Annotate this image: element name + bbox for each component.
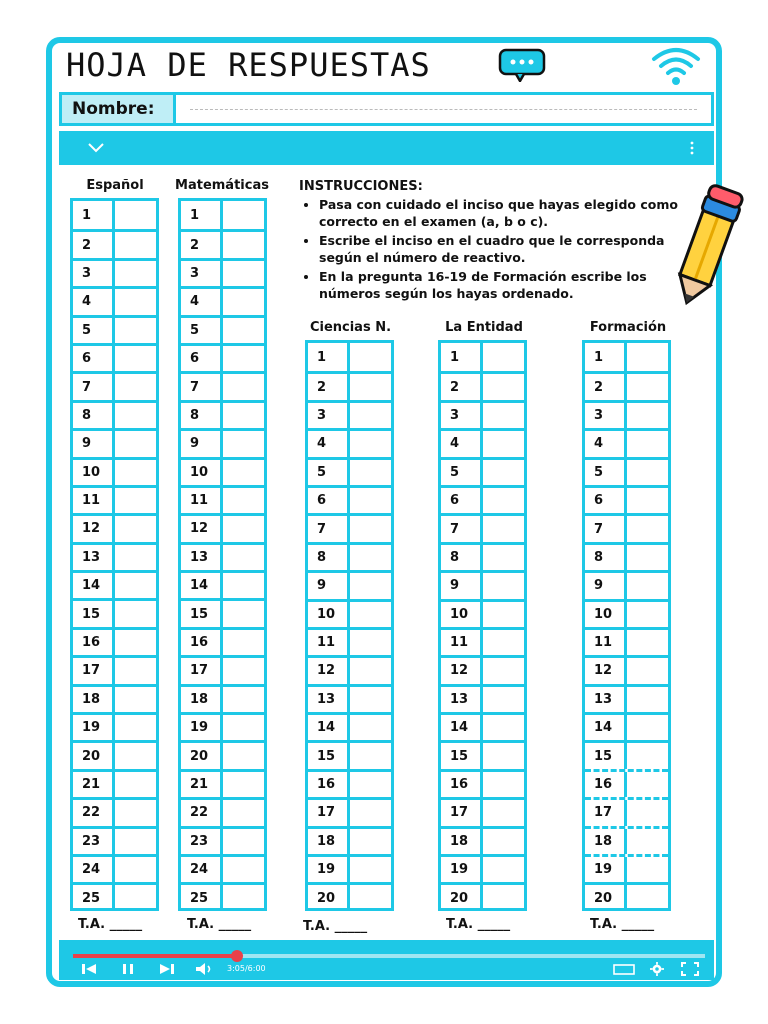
- answer-row[interactable]: [73, 542, 156, 570]
- question-number: 2: [441, 374, 483, 399]
- answer-row[interactable]: [73, 769, 156, 797]
- answer-row[interactable]: [181, 513, 264, 541]
- answer-row[interactable]: [441, 513, 524, 541]
- question-number: 18: [441, 829, 483, 854]
- answer-row[interactable]: [585, 769, 668, 797]
- answer-row[interactable]: [73, 315, 156, 343]
- question-number: 22: [73, 800, 115, 825]
- answer-row[interactable]: [73, 655, 156, 683]
- question-number: 18: [181, 687, 223, 712]
- question-number: 6: [441, 488, 483, 513]
- answer-row[interactable]: [73, 570, 156, 598]
- question-number: 2: [73, 232, 115, 257]
- question-number: 24: [181, 857, 223, 882]
- question-number: 25: [73, 885, 115, 910]
- question-number: 10: [73, 460, 115, 485]
- question-number: 12: [73, 516, 115, 541]
- answer-row[interactable]: [181, 229, 264, 257]
- answer-row[interactable]: [441, 684, 524, 712]
- question-number: 9: [585, 573, 627, 598]
- chevron-down-icon[interactable]: [87, 138, 105, 156]
- answer-row[interactable]: [308, 570, 391, 598]
- answer-row[interactable]: [441, 485, 524, 513]
- answer-grid-espanol: [70, 198, 159, 911]
- question-number: 1: [73, 201, 115, 229]
- ta-entidad: T.A. _____: [446, 917, 511, 932]
- answer-row[interactable]: [181, 258, 264, 286]
- question-number: 10: [441, 602, 483, 627]
- answer-grid-entidad: [438, 340, 527, 911]
- question-number: 3: [181, 261, 223, 286]
- answer-row[interactable]: [181, 882, 264, 910]
- question-number: 2: [585, 374, 627, 399]
- question-number: 6: [73, 346, 115, 371]
- answer-row[interactable]: [181, 400, 264, 428]
- question-number: 11: [73, 488, 115, 513]
- question-number: 4: [181, 289, 223, 314]
- name-input-line[interactable]: [190, 109, 697, 110]
- answer-row[interactable]: [308, 343, 391, 371]
- answer-row[interactable]: [585, 343, 668, 371]
- answer-row[interactable]: [585, 513, 668, 541]
- answer-row[interactable]: [585, 457, 668, 485]
- answer-row[interactable]: [585, 740, 668, 768]
- answer-row[interactable]: [73, 201, 156, 229]
- answer-row[interactable]: [308, 428, 391, 456]
- question-number: 20: [441, 885, 483, 910]
- answer-row[interactable]: [73, 258, 156, 286]
- question-number: 11: [308, 630, 350, 655]
- ta-ciencias: T.A. _____: [303, 919, 368, 934]
- answer-row[interactable]: [585, 797, 668, 825]
- answer-row[interactable]: [73, 400, 156, 428]
- answer-row[interactable]: [308, 599, 391, 627]
- question-number: 8: [441, 545, 483, 570]
- answer-row[interactable]: [308, 769, 391, 797]
- question-number: 19: [181, 715, 223, 740]
- answer-row[interactable]: [308, 400, 391, 428]
- ta-matematicas: T.A. _____: [187, 917, 252, 932]
- question-number: 14: [308, 715, 350, 740]
- answer-row[interactable]: [585, 570, 668, 598]
- answer-row[interactable]: [585, 655, 668, 683]
- question-number: 19: [585, 857, 627, 882]
- answer-row[interactable]: [585, 882, 668, 910]
- media-player-bar: [59, 940, 714, 980]
- previous-icon[interactable]: [81, 962, 97, 976]
- answer-row[interactable]: [73, 826, 156, 854]
- answer-row[interactable]: [585, 599, 668, 627]
- ta-formacion: T.A. _____: [590, 917, 655, 932]
- instructions: [299, 178, 689, 304]
- answer-row[interactable]: [73, 712, 156, 740]
- answer-row[interactable]: [585, 542, 668, 570]
- answer-row[interactable]: [181, 598, 264, 626]
- question-number: 8: [181, 403, 223, 428]
- question-number: 1: [441, 343, 483, 371]
- question-number: 19: [308, 857, 350, 882]
- answer-row[interactable]: [181, 712, 264, 740]
- answer-row[interactable]: [585, 854, 668, 882]
- theater-icon[interactable]: [613, 962, 635, 976]
- answer-row[interactable]: [181, 286, 264, 314]
- question-number: 4: [441, 431, 483, 456]
- question-number: 13: [73, 545, 115, 570]
- question-number: 17: [73, 658, 115, 683]
- question-number: 5: [308, 460, 350, 485]
- question-number: 8: [73, 403, 115, 428]
- pencil-icon: [662, 184, 752, 309]
- question-number: 1: [308, 343, 350, 371]
- answer-row[interactable]: [441, 343, 524, 371]
- column-title-espanol: Español: [86, 178, 144, 193]
- question-number: 5: [181, 318, 223, 343]
- answer-row[interactable]: [441, 542, 524, 570]
- answer-row[interactable]: [73, 343, 156, 371]
- question-number: 10: [181, 460, 223, 485]
- question-number: 11: [585, 630, 627, 655]
- question-number: 7: [73, 374, 115, 399]
- answer-row[interactable]: [441, 797, 524, 825]
- answer-row[interactable]: [308, 655, 391, 683]
- answer-row[interactable]: [308, 513, 391, 541]
- question-number: 13: [441, 687, 483, 712]
- answer-row[interactable]: [308, 854, 391, 882]
- question-number: 18: [308, 829, 350, 854]
- question-number: 5: [441, 460, 483, 485]
- question-number: 6: [181, 346, 223, 371]
- answer-row[interactable]: [441, 712, 524, 740]
- answer-row[interactable]: [585, 428, 668, 456]
- answer-row[interactable]: [441, 769, 524, 797]
- answer-row[interactable]: [441, 655, 524, 683]
- question-number: 4: [585, 431, 627, 456]
- question-number: 7: [308, 516, 350, 541]
- answer-row[interactable]: [73, 740, 156, 768]
- volume-icon[interactable]: [195, 962, 215, 976]
- answer-row[interactable]: [585, 826, 668, 854]
- question-number: 6: [585, 488, 627, 513]
- answer-row[interactable]: [585, 400, 668, 428]
- answer-row[interactable]: [181, 826, 264, 854]
- question-number: 13: [585, 687, 627, 712]
- question-number: 15: [73, 601, 115, 626]
- name-field[interactable]: [59, 92, 714, 126]
- answer-row[interactable]: [181, 315, 264, 343]
- answer-row[interactable]: [181, 201, 264, 229]
- question-number: 1: [181, 201, 223, 229]
- question-number: 18: [585, 829, 627, 854]
- column-title-entidad: La Entidad: [445, 320, 523, 335]
- answer-row[interactable]: [73, 797, 156, 825]
- answer-row[interactable]: [585, 627, 668, 655]
- answer-row[interactable]: [181, 797, 264, 825]
- name-label: Nombre:: [62, 95, 176, 123]
- answer-row[interactable]: [181, 627, 264, 655]
- answer-row[interactable]: [441, 400, 524, 428]
- question-number: 11: [441, 630, 483, 655]
- answer-row[interactable]: [308, 740, 391, 768]
- question-number: 21: [181, 772, 223, 797]
- answer-row[interactable]: [308, 485, 391, 513]
- progress-played: [73, 954, 237, 958]
- answer-row[interactable]: [308, 826, 391, 854]
- question-number: 12: [585, 658, 627, 683]
- answer-row[interactable]: [441, 599, 524, 627]
- instruction-item: • En la pregunta 16-19 de Formación escribe los números según los hayas ordenado.: [319, 268, 689, 302]
- question-number: 21: [73, 772, 115, 797]
- question-number: 14: [585, 715, 627, 740]
- question-number: 14: [181, 573, 223, 598]
- time-readout: 3:05/6:00: [227, 964, 266, 973]
- answer-row[interactable]: [181, 854, 264, 882]
- fullscreen-icon[interactable]: [681, 962, 699, 976]
- answer-row[interactable]: [73, 457, 156, 485]
- progress-track[interactable]: [73, 954, 705, 958]
- question-number: 15: [308, 743, 350, 768]
- answer-row[interactable]: [308, 542, 391, 570]
- question-number: 8: [308, 545, 350, 570]
- instruction-item: • Pasa con cuidado el inciso que hayas elegido como correcto en el examen (a, b o c).: [319, 196, 689, 230]
- question-number: 9: [181, 431, 223, 456]
- answer-row[interactable]: [73, 513, 156, 541]
- question-number: 15: [181, 601, 223, 626]
- answer-row[interactable]: [441, 854, 524, 882]
- question-number: 22: [181, 800, 223, 825]
- question-number: 15: [585, 743, 627, 768]
- top-toolbar: [59, 131, 714, 165]
- question-number: 18: [73, 687, 115, 712]
- question-number: 11: [181, 488, 223, 513]
- answer-grid-matematicas: [178, 198, 267, 911]
- answer-row[interactable]: [181, 428, 264, 456]
- question-number: 3: [585, 403, 627, 428]
- answer-row[interactable]: [308, 797, 391, 825]
- ta-espanol: T.A. _____: [78, 917, 143, 932]
- answer-row[interactable]: [585, 712, 668, 740]
- question-number: 16: [73, 630, 115, 655]
- question-number: 19: [441, 857, 483, 882]
- answer-row[interactable]: [308, 457, 391, 485]
- question-number: 7: [585, 516, 627, 541]
- question-number: 12: [181, 516, 223, 541]
- question-number: 8: [585, 545, 627, 570]
- question-number: 2: [308, 374, 350, 399]
- question-number: 9: [308, 573, 350, 598]
- answer-row[interactable]: [441, 570, 524, 598]
- question-number: 13: [308, 687, 350, 712]
- answer-row[interactable]: [441, 457, 524, 485]
- instructions-heading: INSTRUCCIONES:: [299, 179, 423, 194]
- question-number: 23: [73, 829, 115, 854]
- question-number: 5: [585, 460, 627, 485]
- progress-knob[interactable]: [231, 950, 243, 962]
- answer-row[interactable]: [73, 428, 156, 456]
- question-number: 3: [441, 403, 483, 428]
- answer-row[interactable]: [308, 627, 391, 655]
- page-title: HOJA DE RESPUESTAS: [66, 46, 431, 84]
- question-number: 10: [585, 602, 627, 627]
- answer-row[interactable]: [585, 684, 668, 712]
- question-number: 1: [585, 343, 627, 371]
- question-number: 20: [181, 743, 223, 768]
- answer-row[interactable]: [73, 229, 156, 257]
- answer-grid-formacion: [582, 340, 671, 911]
- answer-row[interactable]: [441, 740, 524, 768]
- question-number: 16: [441, 772, 483, 797]
- question-number: 19: [73, 715, 115, 740]
- column-title-matematicas: Matemáticas: [175, 178, 269, 193]
- menu-dots-icon[interactable]: [690, 141, 694, 155]
- answer-row[interactable]: [73, 684, 156, 712]
- answer-row[interactable]: [441, 428, 524, 456]
- answer-row[interactable]: [308, 712, 391, 740]
- wifi-icon: [650, 45, 702, 87]
- answer-row[interactable]: [181, 570, 264, 598]
- answer-row[interactable]: [441, 371, 524, 399]
- answer-row[interactable]: [73, 882, 156, 910]
- column-title-formacion: Formación: [589, 320, 667, 335]
- question-number: 9: [73, 431, 115, 456]
- question-number: 16: [181, 630, 223, 655]
- answer-row[interactable]: [441, 826, 524, 854]
- question-number: 20: [585, 885, 627, 910]
- question-number: 5: [73, 318, 115, 343]
- answer-row[interactable]: [181, 740, 264, 768]
- pause-icon[interactable]: [121, 962, 135, 976]
- answer-row[interactable]: [73, 627, 156, 655]
- question-number: 13: [181, 545, 223, 570]
- question-number: 12: [308, 658, 350, 683]
- question-number: 12: [441, 658, 483, 683]
- question-number: 14: [73, 573, 115, 598]
- question-number: 4: [73, 289, 115, 314]
- chat-bubble-icon: [498, 48, 546, 82]
- question-number: 7: [441, 516, 483, 541]
- question-number: 4: [308, 431, 350, 456]
- question-number: 20: [73, 743, 115, 768]
- question-number: 24: [73, 857, 115, 882]
- question-number: 16: [585, 772, 627, 797]
- answer-row[interactable]: [73, 854, 156, 882]
- answer-row[interactable]: [308, 371, 391, 399]
- answer-row[interactable]: [585, 485, 668, 513]
- question-number: 9: [441, 573, 483, 598]
- question-number: 14: [441, 715, 483, 740]
- question-number: 3: [308, 403, 350, 428]
- answer-row[interactable]: [181, 542, 264, 570]
- question-number: 15: [441, 743, 483, 768]
- question-number: 6: [308, 488, 350, 513]
- answer-row[interactable]: [181, 457, 264, 485]
- question-number: 3: [73, 261, 115, 286]
- answer-row[interactable]: [181, 485, 264, 513]
- answer-row[interactable]: [181, 655, 264, 683]
- question-number: 23: [181, 829, 223, 854]
- question-number: 17: [181, 658, 223, 683]
- column-title-ciencias: Ciencias N.: [309, 320, 392, 335]
- question-number: 16: [308, 772, 350, 797]
- answer-row[interactable]: [308, 882, 391, 910]
- answer-row[interactable]: [181, 769, 264, 797]
- answer-row[interactable]: [441, 882, 524, 910]
- answer-row[interactable]: [441, 627, 524, 655]
- question-number: 20: [308, 885, 350, 910]
- answer-row[interactable]: [73, 485, 156, 513]
- instruction-item: • Escribe el inciso en el cuadro que le corresponda según el número de reactivo.: [319, 232, 689, 266]
- answer-row[interactable]: [181, 371, 264, 399]
- question-number: 17: [441, 800, 483, 825]
- question-number: 17: [308, 800, 350, 825]
- gear-icon[interactable]: [649, 962, 665, 976]
- answer-row[interactable]: [308, 684, 391, 712]
- answer-row[interactable]: [73, 598, 156, 626]
- question-number: 7: [181, 374, 223, 399]
- answer-row[interactable]: [73, 371, 156, 399]
- answer-row[interactable]: [73, 286, 156, 314]
- question-number: 10: [308, 602, 350, 627]
- question-number: 25: [181, 885, 223, 910]
- question-number: 17: [585, 800, 627, 825]
- answer-row[interactable]: [181, 343, 264, 371]
- next-icon[interactable]: [159, 962, 175, 976]
- answer-grid-ciencias: [305, 340, 394, 911]
- answer-row[interactable]: [181, 684, 264, 712]
- answer-row[interactable]: [585, 371, 668, 399]
- question-number: 2: [181, 232, 223, 257]
